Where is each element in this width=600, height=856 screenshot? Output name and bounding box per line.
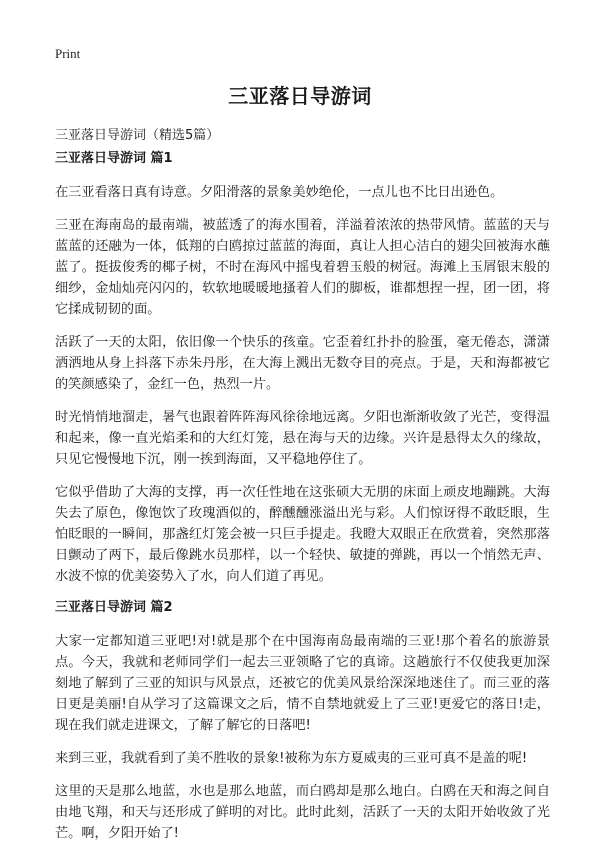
page-subtitle: 三亚落日导游词（精选5篇） (55, 128, 220, 143)
paragraph: 活跃了一天的太阳，依旧像一个快乐的孩童。它歪着红扑扑的脸蛋，毫无倦态，潇潇洒洒地从身上抖落下赤朱丹彤，在大海上溅出无数夺目的亮点。于是，天和海都被它的笑颜感染了，金红一色，热烈一片。 (55, 335, 550, 392)
section-heading: 三亚落日导游词 篇2 (55, 600, 173, 615)
paragraph: 它似乎借助了大海的支撑，再一次任性地在这张硕大无朋的床面上顽皮地蹦跳。大海失去了原色，像饱饮了玫瑰酒似的，醉醺醺涨溢出光与彩。人们惊讶得不敢眨眼，生怕眨眼的一瞬间，那盏红灯笼会被一只巨手提走。我瞪大双眼正在欣赏着，突然那落日颤动了两下，最后像跳水员那样，以一个轻快、敏捷的弹跳，再以一个悄然无声、水波不惊的优美姿势入了水，向人们道了再见。 (55, 485, 550, 584)
paragraph: 这里的天是那么地蓝，水也是那么地蓝，而白鸥却是那么地白。白鸥在天和海之间自由地飞翔，和天与还形成了鲜明的对比。此时此刻，活跃了一天的太阳开始收敛了光芒。啊，夕阳开始了! (55, 784, 550, 841)
paragraph: 来到三亚，我就看到了美不胜收的景象!被称为东方夏威夷的三亚可真不是盖的呢! (55, 751, 528, 766)
document-body (55, 150, 550, 856)
paragraph: 在三亚看落日真有诗意。夕阳滑落的景象美妙绝伦，一点儿也不比日出逊色。 (55, 185, 504, 200)
paragraph: 三亚在海南岛的最南端，被蓝透了的海水围着，洋溢着浓浓的热带风情。蓝蓝的天与蓝蓝的还融为一体，低翔的白鸥掠过蓝蓝的海面，真让人担心洁白的翅尖回被海水蘸蓝了。挺拔俊秀的椰子树，不时在海风中摇曳着碧玉般的树冠。海滩上玉屑银末般的细纱，金灿灿亮闪闪的，软软地暖暖地搔着人们的脚板，谁都想捏一捏，团一团，将它揉成韧韧的面。 (55, 218, 550, 317)
section-heading: 三亚落日导游词 篇1 (55, 151, 173, 166)
print-label: Print (55, 46, 81, 61)
page-title: 三亚落日导游词 (228, 84, 372, 108)
paragraph: 时光悄悄地溜走，暑气也跟着阵阵海风徐徐地远离。夕阳也渐渐收敛了光芒，变得温和起来，像一直光焰柔和的大红灯笼，悬在海与天的边缘。兴许是悬得太久的缘故，只见它慢慢地下沉，刚一挨到海面，又平稳地停住了。 (55, 410, 550, 467)
section-2 (55, 599, 550, 844)
paragraph: 大家一定都知道三亚吧!对!就是那个在中国海南岛最南端的三亚!那个着名的旅游景点。今天，我就和老师同学们一起去三亚领略了它的真谛。这趟旅行不仅使我更加深刻地了解到了三亚的知识与风景点，还被它的优美风景给深深地迷住了。而三亚的落日更是美丽!自从学习了这篇课文之后，情不自禁地就爱上了三亚!更爱它的落日!走，现在我们就走进课文，了解了解它的日落吧! (55, 634, 550, 733)
section-1 (55, 150, 550, 587)
